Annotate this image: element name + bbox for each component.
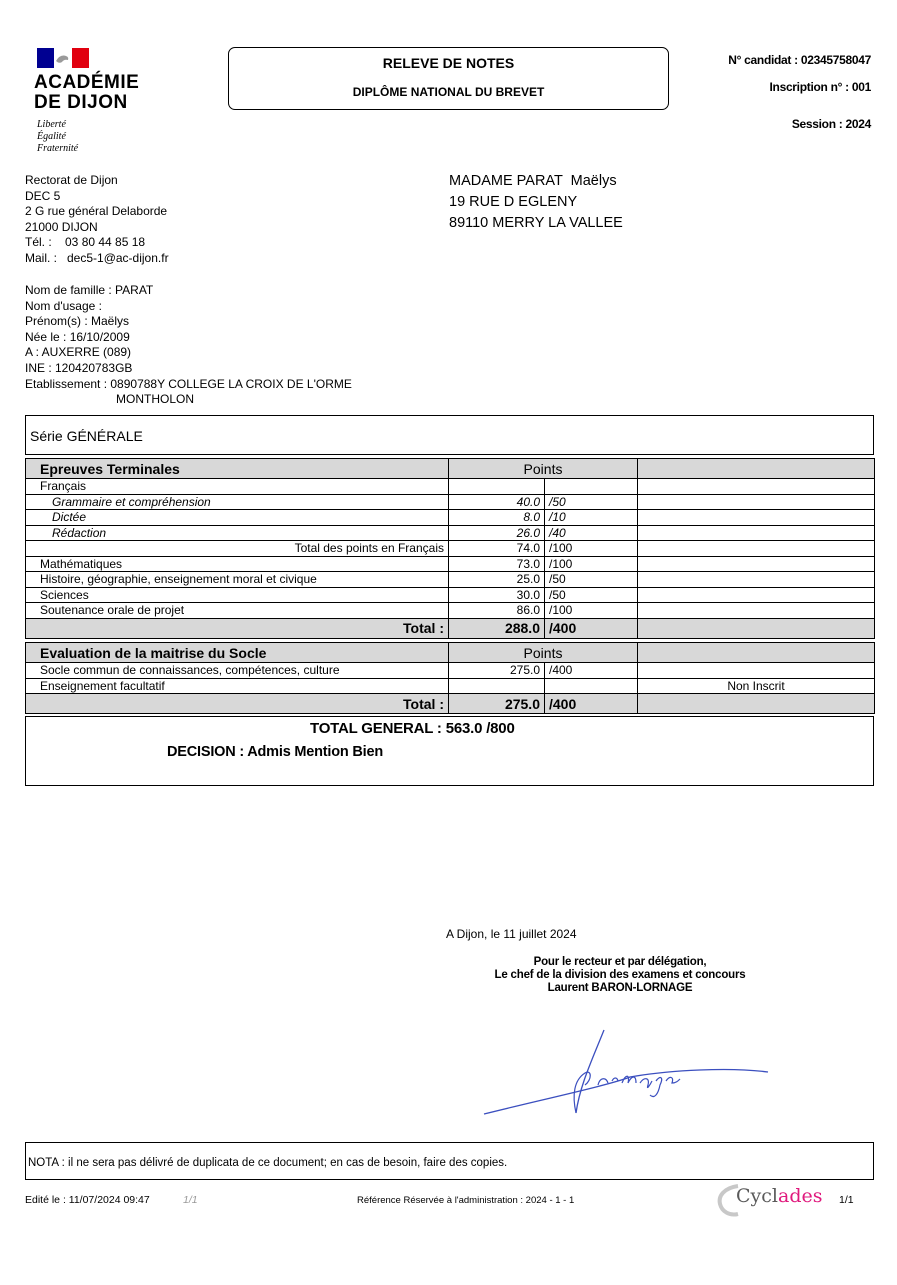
points-header: Points — [449, 459, 638, 479]
marianne-logo — [37, 48, 89, 68]
table-row: Grammaire et compréhension 40.0 /50 — [26, 494, 875, 510]
document-subtitle: DIPLÔME NATIONAL DU BREVET — [352, 85, 545, 99]
table-row: Français — [26, 479, 875, 495]
table-row: Sciences 30.0 /50 — [26, 587, 875, 603]
socle-heading: Evaluation de la maitrise du Socle — [26, 643, 449, 663]
academie-name: ACADÉMIE DE DIJON — [34, 72, 140, 113]
points-header: Points — [449, 643, 638, 663]
table-row: Total des points en Français 74.0 /100 — [26, 541, 875, 557]
table-row: Soutenance orale de projet 86.0 /100 — [26, 603, 875, 619]
admin-reference: Référence Réservée à l'administration : 2024 - 1 - 1 — [357, 1195, 575, 1206]
session: Session : 2024 — [791, 117, 871, 131]
document-title-box — [228, 47, 669, 110]
cyclades-logo: Cyclades — [716, 1180, 826, 1220]
sender-address: Rectorat de Dijon DEC 5 2 G rue général Delaborde 21000 DIJON Tél. : 03 80 44 85 18 Mail. : dec5-1@ac-dijon.fr — [25, 173, 169, 265]
table-row: Histoire, géographie, enseignement moral et civique 25.0 /50 — [26, 572, 875, 588]
table-row: Rédaction 26.0 /40 — [26, 525, 875, 541]
table-row: Enseignement facultatif Non Inscrit — [26, 678, 875, 694]
nota-text: NOTA : il ne sera pas délivré de duplicata de ce document; en cas de besoin, faire des copies. — [28, 1157, 508, 1169]
document-title: RELEVE DE NOTES — [382, 55, 515, 71]
terminales-total-row: Total : 288.0 /400 — [26, 618, 875, 638]
facultatif-status: Non Inscrit — [638, 678, 875, 694]
republic-motto: Liberté Égalité Fraternité — [37, 119, 79, 154]
page-number-left: 1/1 — [183, 1194, 198, 1206]
candidate-identity: Nom de famille : PARAT Nom d'usage : Prénom(s) : Maëlys Née le : 16/10/2009 A : AUXERRE (089) INE : 120420783GB Etablissement : 0890788Y COLLEGE LA CROIX DE L'ORME MONTHOLON — [25, 283, 352, 407]
total-general: TOTAL GENERAL : 563.0 /800 — [310, 720, 515, 737]
table-header — [26, 643, 875, 663]
decision: DECISION : Admis Mention Bien — [167, 744, 384, 760]
page-number-right: 1/1 — [839, 1194, 854, 1206]
socle-table — [25, 642, 875, 714]
edited-date: Edité le : 11/07/2024 09:47 — [25, 1194, 150, 1206]
table-row: Dictée 8.0 /10 — [26, 510, 875, 526]
serie-label: Série GÉNÉRALE — [30, 428, 143, 444]
socle-total-row: Total : 275.0 /400 — [26, 694, 875, 714]
table-row: Mathématiques 73.0 /100 — [26, 556, 875, 572]
nota-box — [25, 1142, 874, 1180]
table-row: Socle commun de connaissances, compétences, culture 275.0 /400 — [26, 663, 875, 679]
recipient-address: MADAME PARAT Maëlys 19 RUE D EGLENY 89110 MERRY LA VALLEE — [449, 173, 623, 231]
serie-box — [25, 415, 874, 455]
candidat-number: N° candidat : 02345758047 — [728, 53, 871, 67]
terminales-heading: Epreuves Terminales — [26, 459, 449, 479]
table-header — [26, 459, 875, 479]
inscription-number: Inscription n° : 001 — [769, 80, 871, 94]
handwritten-signature — [480, 1025, 780, 1120]
place-date: A Dijon, le 11 juillet 2024 — [446, 927, 577, 941]
signatory-block: Pour le recteur et par délégation, Le chef de la division des examens et concours Laurent BARON-LORNAGE — [494, 956, 746, 994]
result-box — [25, 716, 874, 786]
terminales-table — [25, 458, 875, 639]
